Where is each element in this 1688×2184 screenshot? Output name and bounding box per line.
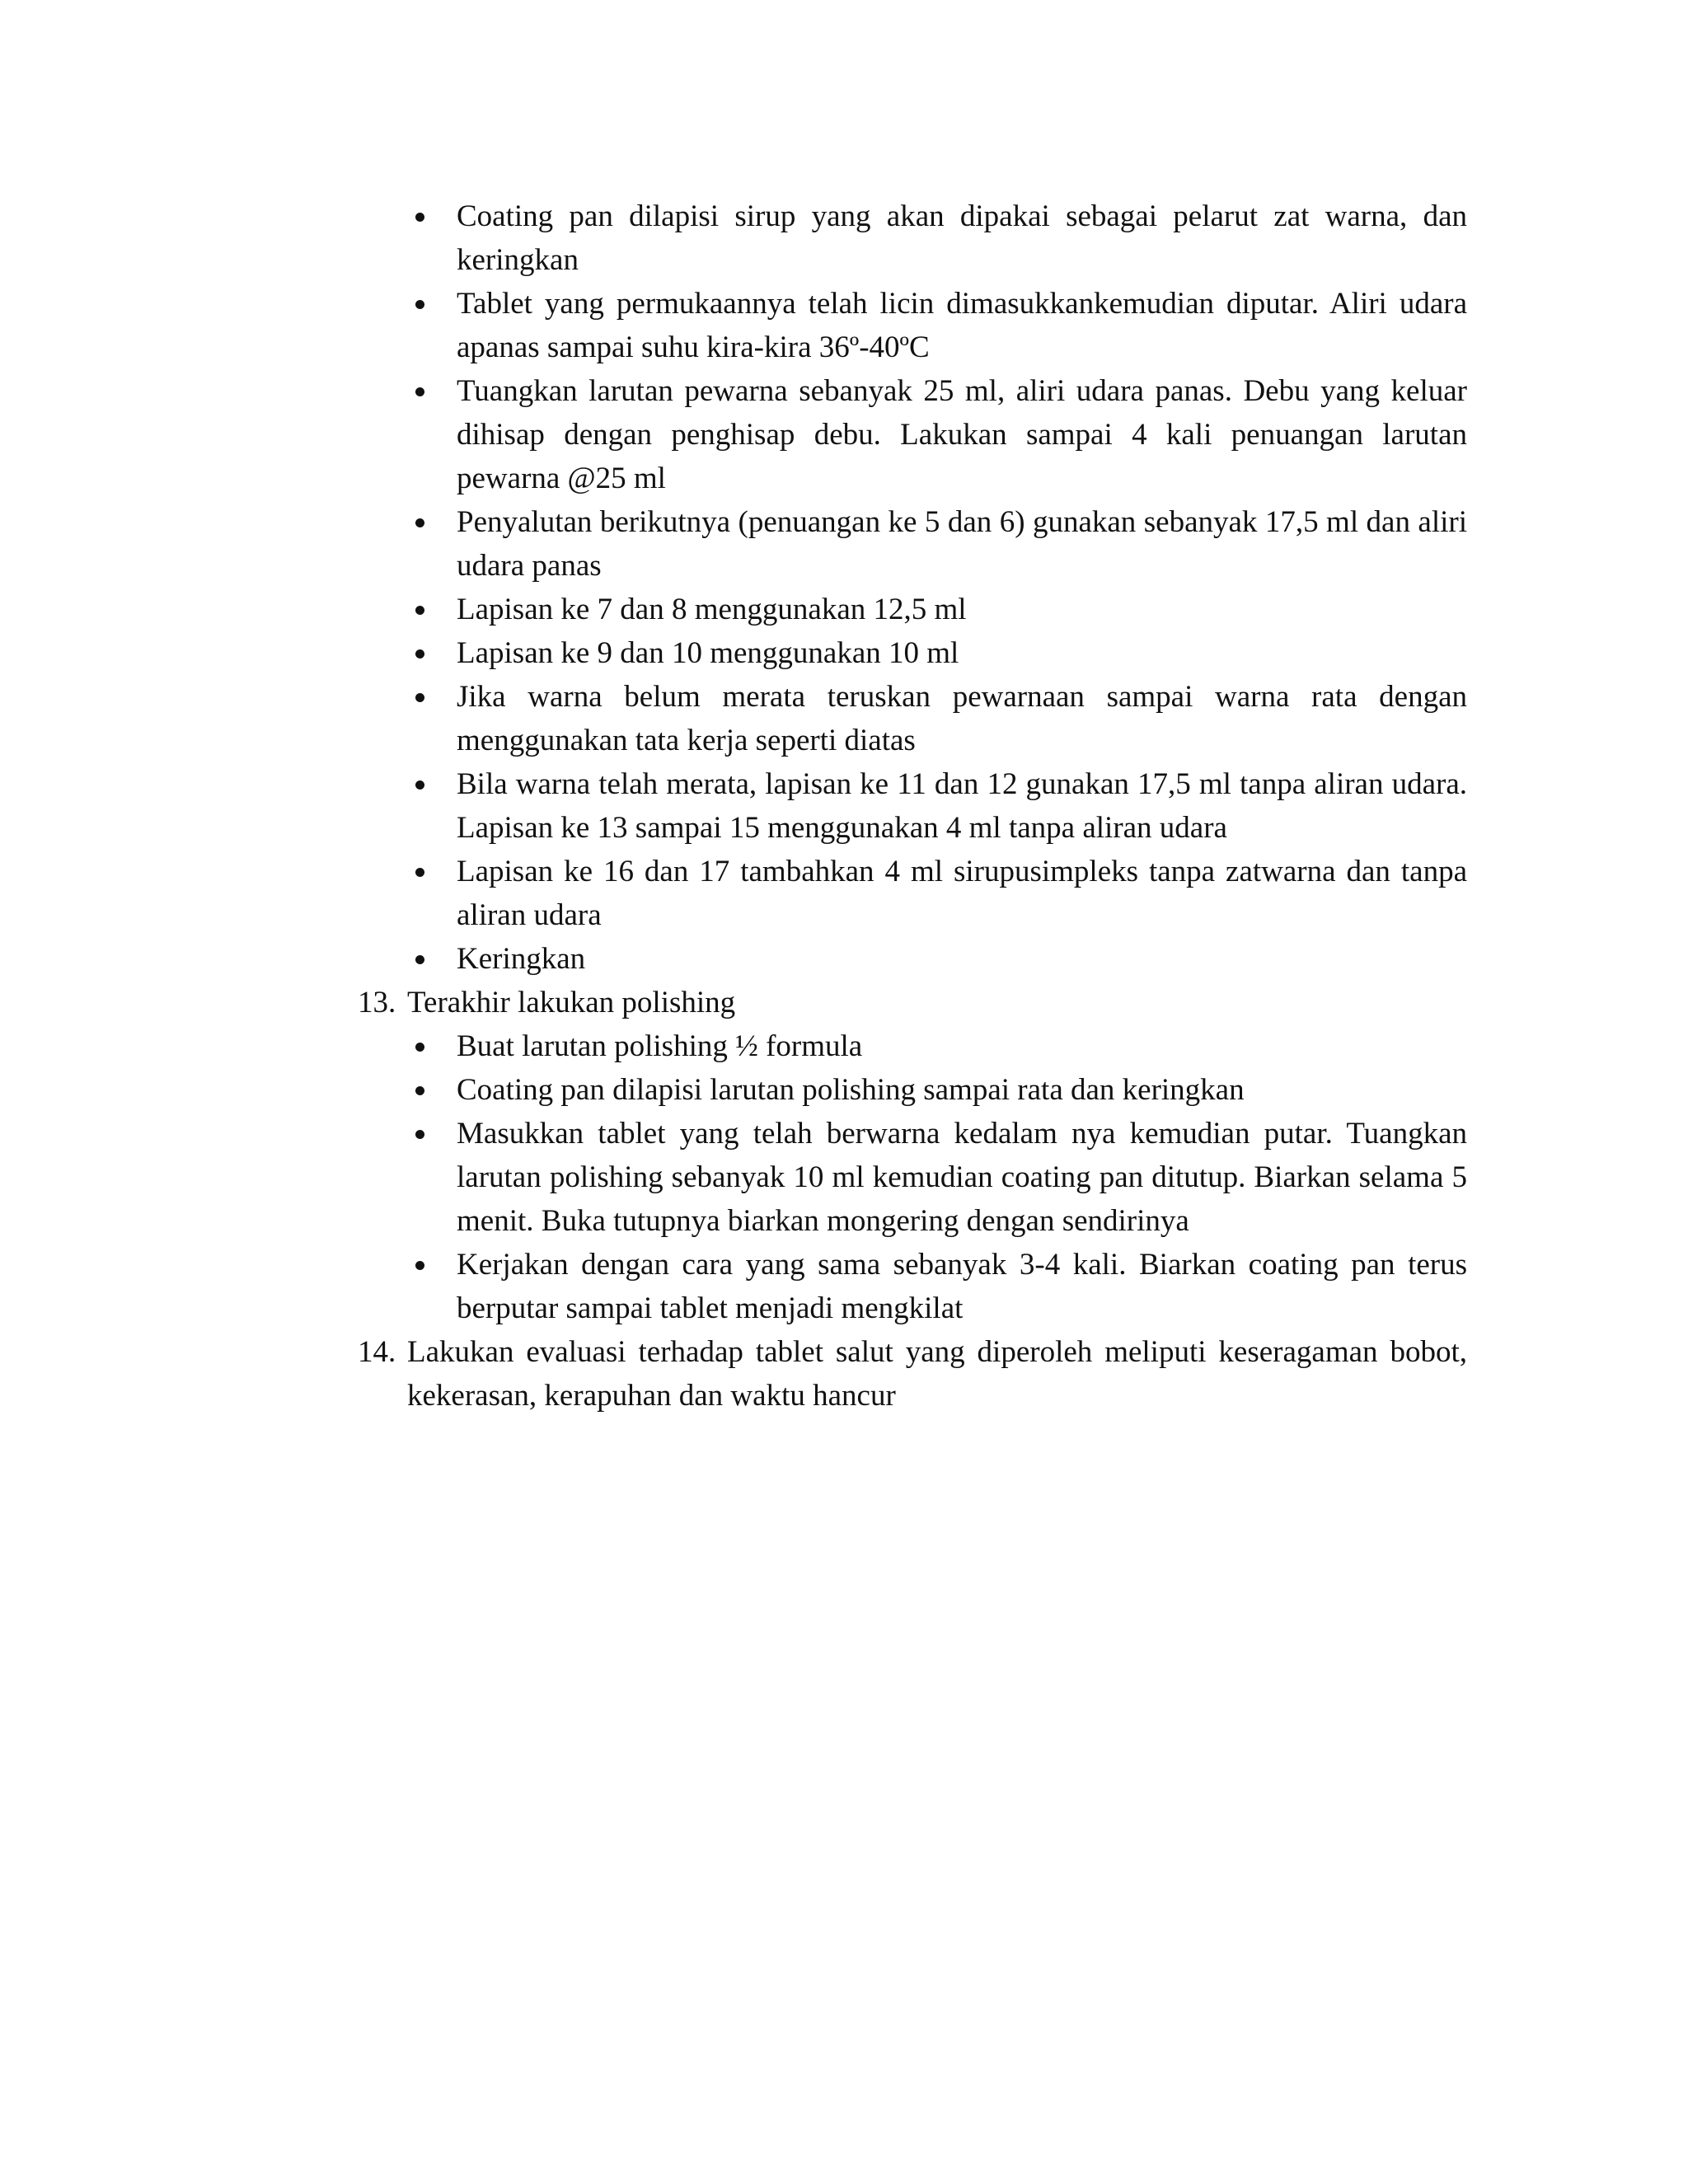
list-item: Buat larutan polishing ½ formula bbox=[404, 1024, 1467, 1068]
list-item: Keringkan bbox=[404, 937, 1467, 981]
step-text: Lakukan evaluasi terhadap tablet salut yang diperoleh meliputi keseragaman bobot, kekerasan, kerapuhan dan waktu hancur bbox=[407, 1335, 1467, 1413]
list-item: Tablet yang permukaannya telah licin dimasukkankemudian diputar. Aliri udara apanas sampai suhu kira-kira 36º-40ºC bbox=[404, 282, 1467, 369]
numbered-step-14 bbox=[354, 1330, 1467, 1418]
step-number: 14. bbox=[358, 1335, 396, 1369]
list-item: Coating pan dilapisi larutan polishing sampai rata dan keringkan bbox=[404, 1068, 1467, 1112]
list-item: Coating pan dilapisi sirup yang akan dipakai sebagai pelarut zat warna, dan keringkan bbox=[404, 194, 1467, 282]
list-item: Penyalutan berikutnya (penuangan ke 5 dan 6) gunakan sebanyak 17,5 ml dan aliri udara panas bbox=[404, 500, 1467, 588]
list-item: Jika warna belum merata teruskan pewarnaan sampai warna rata dengan menggunakan tata kerja seperti diatas bbox=[404, 675, 1467, 762]
page-content bbox=[358, 194, 1467, 1418]
list-item: Masukkan tablet yang telah berwarna kedalam nya kemudian putar. Tuangkan larutan polishing sebanyak 10 ml kemudian coating pan ditutup. Biarkan selama 5 menit. Buka tutupnya biarkan mongering dengan sendirinya bbox=[404, 1112, 1467, 1243]
coloring-steps-list bbox=[404, 194, 1467, 981]
numbered-step-13 bbox=[354, 981, 1467, 1024]
list-item: Lapisan ke 16 dan 17 tambahkan 4 ml sirupusimpleks tanpa zatwarna dan tanpa aliran udara bbox=[404, 850, 1467, 937]
step-number: 13. bbox=[358, 986, 396, 1019]
polishing-steps-list bbox=[404, 1024, 1467, 1330]
list-item: Kerjakan dengan cara yang sama sebanyak 3-4 kali. Biarkan coating pan terus berputar sampai tablet menjadi mengkilat bbox=[404, 1243, 1467, 1330]
list-item: Lapisan ke 7 dan 8 menggunakan 12,5 ml bbox=[404, 588, 1467, 631]
step-text: Terakhir lakukan polishing bbox=[407, 986, 736, 1019]
list-item: Lapisan ke 9 dan 10 menggunakan 10 ml bbox=[404, 631, 1467, 675]
list-item: Tuangkan larutan pewarna sebanyak 25 ml, aliri udara panas. Debu yang keluar dihisap dengan penghisap debu. Lakukan sampai 4 kali penuangan larutan pewarna @25 ml bbox=[404, 369, 1467, 500]
list-item: Bila warna telah merata, lapisan ke 11 dan 12 gunakan 17,5 ml tanpa aliran udara. Lapisan ke 13 sampai 15 menggunakan 4 ml tanpa aliran udara bbox=[404, 762, 1467, 850]
